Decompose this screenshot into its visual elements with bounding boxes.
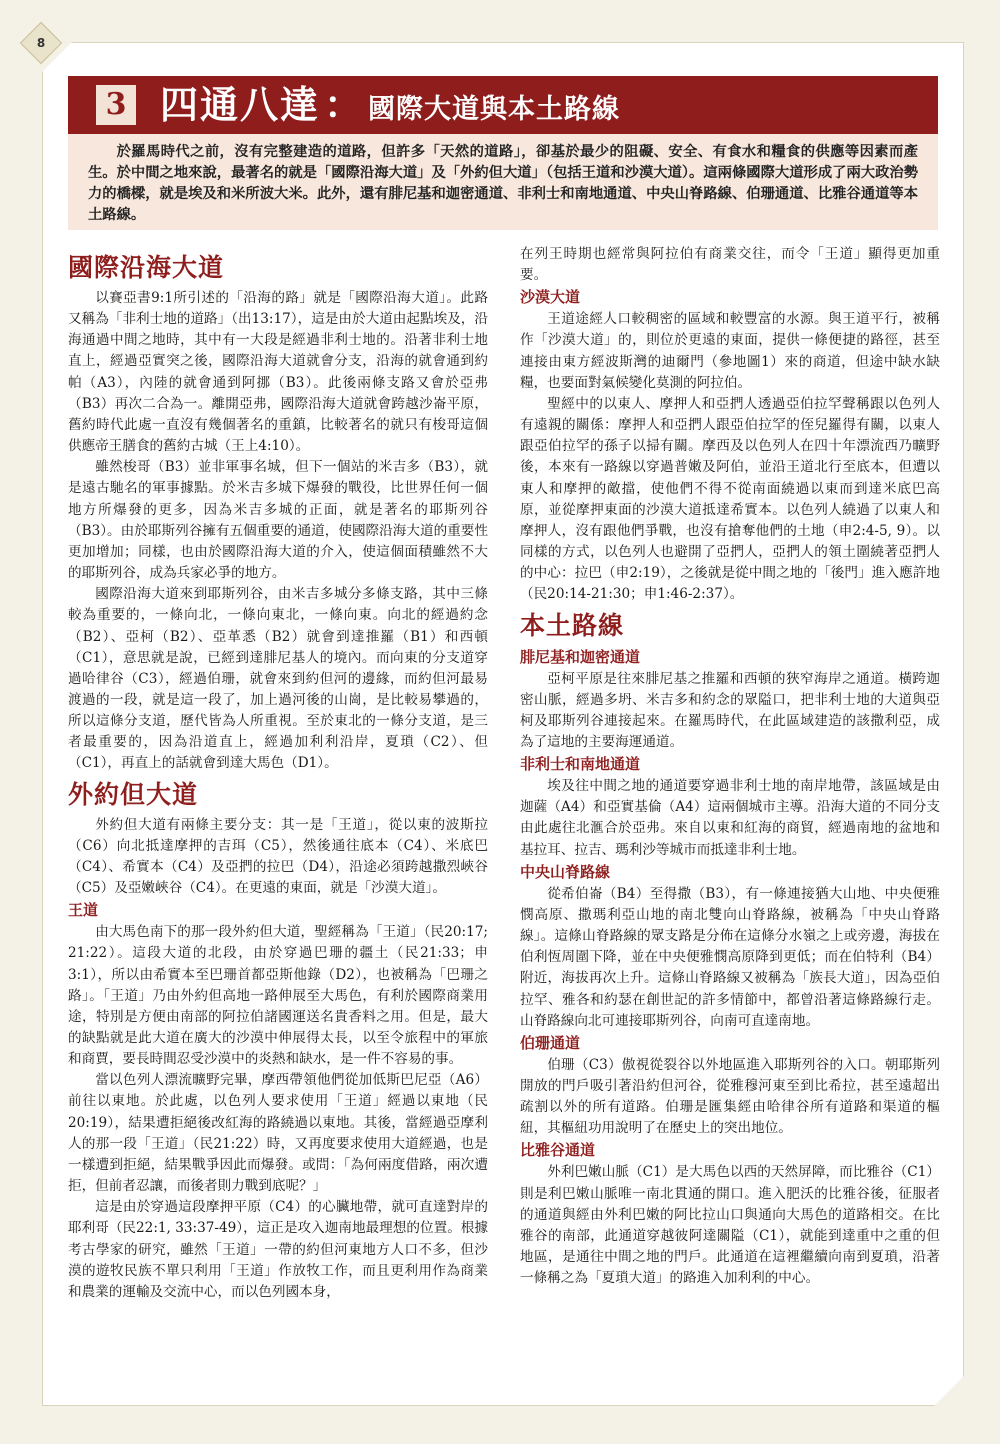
left-column bbox=[68, 248, 488, 1303]
paragraph: 這是由於穿過這段摩押平原（C4）的心臟地帶，就可直達對岸的耶利哥（民22:1, 33:37-49），這正是攻入迦南地最理想的位置。根據考古學家的研究，雖然「王道」一帶的約但河東地方人口不多，但沙漠的遊牧民族不單只利用「王道」作放牧工作，而且更利用作為商業和農業的運輸及交流中心，而以色列國本身， bbox=[68, 1199, 488, 1300]
right-column bbox=[520, 244, 940, 1289]
chapter-title-bar bbox=[68, 76, 938, 134]
paragraph: 埃及往中間之地的通道要穿過非利士地的南岸地帶，該區域是由迦薩（A4）和亞實基倫（A4）這兩個城市主導。沿海大道的不同分支由此處往北滙合於亞弗。來自以東和紅海的商貿，經過南地的盆地和基拉耳、拉吉、瑪利沙等城市而抵達非利士地。 bbox=[520, 778, 940, 858]
chapter-number: 3 bbox=[96, 85, 136, 125]
paragraph: 當以色列人漂流曠野完畢，摩西帶領他們從加低斯巴尼亞（A6）前往以東地。於此處，以色列人要求使用「王道」經過以東地（民20:19），結果遭拒絕後改紅海的路繞過以東地。其後，當經過亞摩利人的那一段「王道」（民21:22）時，又再度要求使用大道經過，也是一樣遭到拒絕，結果戰爭因此而爆發。或問：「為何兩度借路，兩次遭拒，但前者忍讓，而後者則力戰到底呢？」 bbox=[68, 1072, 488, 1195]
subheading-philistia-negev: 非利士和南地通道 bbox=[520, 755, 641, 774]
subheading-phoenicia-carmel: 腓尼基和迦密通道 bbox=[520, 647, 641, 666]
subheading-bethshan: 伯珊通道 bbox=[520, 1033, 581, 1052]
chapter-title bbox=[160, 80, 620, 135]
page-number: 8 bbox=[36, 36, 46, 50]
section-heading-local-routes: 本土路線 bbox=[520, 610, 625, 640]
intro-box bbox=[68, 134, 938, 230]
paragraph: 王道途經人口較稠密的區域和較豐富的水源。與王道平行，被稱作「沙漠大道」的，則位於更遠的東面，提供一條便捷的路徑，甚至連接由東方經波斯灣的迪爾門（參地圖1）來的商道，但途中缺水缺糧，也要面對氣候變化莫測的阿拉伯。 bbox=[520, 311, 940, 391]
paragraph: 以賽亞書9:1所引述的「沿海的路」就是「國際沿海大道」。此路又稱為「非利士地的道路」（出13:17），這是由於大道由起點埃及，沿海通過中間之地時，其中有一大段是經過非利士地的。沿著非利士地直上，經過亞實突之後，國際沿海大道就會分支，沿海的就會通到約帕（A3），內陸的就會通到阿挪（B3）。此後兩條支路又會於亞弗（B3）再次二合為一。離開亞弗，國際沿海大道就會跨越沙崙平原，舊約時代此處一直沒有幾個著名的重鎮，比較著名的就只有梭哥這個供應帝王膳食的舊約古城（王上4:10）。 bbox=[68, 290, 488, 455]
subheading-desert-highway: 沙漠大道 bbox=[520, 288, 581, 307]
intro-paragraph: 於羅馬時代之前，沒有完整建造的道路，但許多「天然的道路」，卻基於最少的阻礙、安全、有食水和糧食的供應等因素而產生。於中間之地來說，最著名的就是「國際沿海大道」及「外約但大道」（包括王道和沙漠大道）。這兩條國際大道形成了兩大政治勢力的橋樑，就是埃及和米所波大米。此外，還有腓尼基和迦密通道、非利士和南地通道、中央山脊路線、伯珊通道、比雅谷通道等本土路線。 bbox=[88, 144, 918, 223]
subheading-central-ridge: 中央山脊路線 bbox=[520, 862, 611, 881]
paragraph: 外利巴嫩山脈（C1）是大馬色以西的天然屏障，而比雅谷（C1）則是利巴嫩山脈唯一南北貫通的開口。進入肥沃的比雅谷後，征服者的通道與經由外利巴嫩的阿比拉山口與通向大馬色的道路相交。在比雅谷的南部，此通道穿越彼阿達關隘（C1），就能到達重中之重的但地區，是通往中間之地的門戶。此通道在這裡繼續向南到夏瑣，沿著一條稱之為「夏瑣大道」的路進入加利利的中心。 bbox=[520, 1164, 940, 1287]
section-heading-transjordan-highway: 外約但大道 bbox=[68, 779, 199, 809]
paragraph-continued: 在列王時期也經常與阿拉伯有商業交往，而令「王道」顯得更加重要。 bbox=[520, 246, 940, 284]
paragraph: 聖經中的以東人、摩押人和亞捫人透過亞伯拉罕聲稱跟以色列人有遠親的關係：摩押人和亞捫人跟亞伯拉罕的侄兒羅得有關，以東人跟亞伯拉罕的孫子以掃有關。摩西及以色列人在四十年漂流西乃曠野後，本來有一路線以穿過普嫩及阿伯，並沿王道北行至底本，但遭以東人和摩押的敵擋，使他們不得不從南面繞過以東而到達米底巴高原，並從摩押東面的沙漠大道抵達希實本。以色列人繞過了以東人和摩押人，沒有跟他們爭戰，也沒有搶奪他們的土地（申2:4-5, 9）。以同樣的方式，以色列人也避開了亞捫人，亞捫人的領土圍繞著亞捫人的中心：拉巴（申2:19），之後就是從中間之地的「後門」進入應許地（民20:14-21:30；申1:46-2:37）。 bbox=[520, 395, 940, 603]
chapter-title-main: 四通八達 bbox=[160, 82, 321, 127]
paragraph: 由大馬色南下的那一段外約但大道，聖經稱為「王道」（民20:17; 21:22）。這段大道的北段，由於穿過巴珊的疆土（民21:33；申3:1），所以由希實本至巴珊首都亞斯他錄（D2），也被稱為「巴珊之路」。「王道」乃由外約但高地一路伸展至大馬色，有利於國際商業用途，特別是方便由南部的阿拉伯諸國運送名貴香料之用。但是，最大的缺點就是此大道在廣大的沙漠中伸展得太長，以至令旅程中的軍旅和商賈，要長時間忍受沙漠中的炎熱和缺水，是一件不容易的事。 bbox=[68, 924, 488, 1068]
paragraph: 國際沿海大道來到耶斯列谷，由米吉多城分多條支路，其中三條較為重要的，一條向北，一條向東北，一條向東。向北的經過約念（B2）、亞柯（B2）、亞革悉（B2）就會到達推羅（B1）和西頓（C1），意思就是說，已經到達腓尼基人的境內。而向東的分支道穿過哈律谷（C3），經過伯珊，就會來到約但河的邊緣，而約但河最易渡過的一段，就是這一段了，加上過河後的山崗，是比較易攀過的，所以這條分支道，歷代皆為人所重視。至於東北的一條分支道，是三者最重要的，因為沿道直上，經過加利利沿岸，夏瑣（C2）、但（C1），再直上的話就會到達大馬色（D1）。 bbox=[68, 586, 488, 772]
section-heading-coastal-highway: 國際沿海大道 bbox=[68, 253, 225, 282]
paragraph: 雖然梭哥（B3）並非軍事名城，但下一個站的米吉多（B3），就是遠古馳名的軍事據點。於米吉多城下爆發的戰役，比世界任何一個地方所爆發的更多，因為米吉多城的正面，就是著名的耶斯列谷（B3）。由於耶斯列谷擁有五個重要的通道，使國際沿海大道的重要性更加增加；同樣，也由於國際沿海大道的介入，使這個面積雖然不大的耶斯列谷，成為兵家必爭的地方。 bbox=[68, 459, 488, 582]
paragraph: 伯珊（C3）傲視從裂谷以外地區進入耶斯列谷的入口。朝耶斯列開放的門戶吸引著沿約但河谷，從雅穆河東至到比希拉，甚至遠超出疏割以外的所有道路。伯珊是匯集經由哈律谷所有道路和渠道的樞紐，其樞紐功用說明了在歷史上的突出地位。 bbox=[520, 1056, 940, 1137]
chapter-subtitle: 國際大道與本土路線 bbox=[368, 94, 621, 125]
subheading-kings-highway: 王道 bbox=[68, 901, 99, 920]
page-number-badge bbox=[20, 22, 62, 64]
subheading-beqaa: 比雅谷通道 bbox=[520, 1141, 596, 1160]
chapter-title-colon: ： bbox=[324, 82, 365, 127]
paragraph: 亞柯平原是往來腓尼基之推羅和西頓的狹窄海岸之通道。橫跨迦密山脈，經過多坍、米吉多和約念的眾隘口，把非利士地的大道與亞柯及耶斯列谷連接起來。在羅馬時代，在此區域建造的該撒利亞，成為了這地的主要海運通道。 bbox=[520, 670, 940, 750]
paragraph: 外約但大道有兩條主要分支：其一是「王道」，從以東的波斯拉（C6）向北抵達摩押的吉珥（C5），然後通往底本（C4）、米底巴（C4）、希實本（C4）及亞捫的拉巴（D4），沿途必須跨越撒烈峽谷（C5）及亞嫩峽谷（C4）。在更遠的東面，就是「沙漠大道」。 bbox=[68, 816, 488, 897]
paragraph: 從希伯崙（B4）至得撒（B3），有一條連接猶大山地、中央便雅憫高原、撒瑪利亞山地的南北雙向山脊路線，被稱為「中央山脊路線」。這條山脊路線的眾支路是分佈在這條分水嶺之上或旁邊，海拔在伯利恆周圍下降，並在中央便雅憫高原降到更低；而在伯特利（B4）附近，海拔再次上升。這條山脊路線又被稱為「族長大道」，因為亞伯拉罕、雅各和約瑟在創世記的許多情節中，都曾沿著這條路線行走。山脊路線向北可連接耶斯列谷，向南可直達南地。 bbox=[520, 885, 940, 1029]
